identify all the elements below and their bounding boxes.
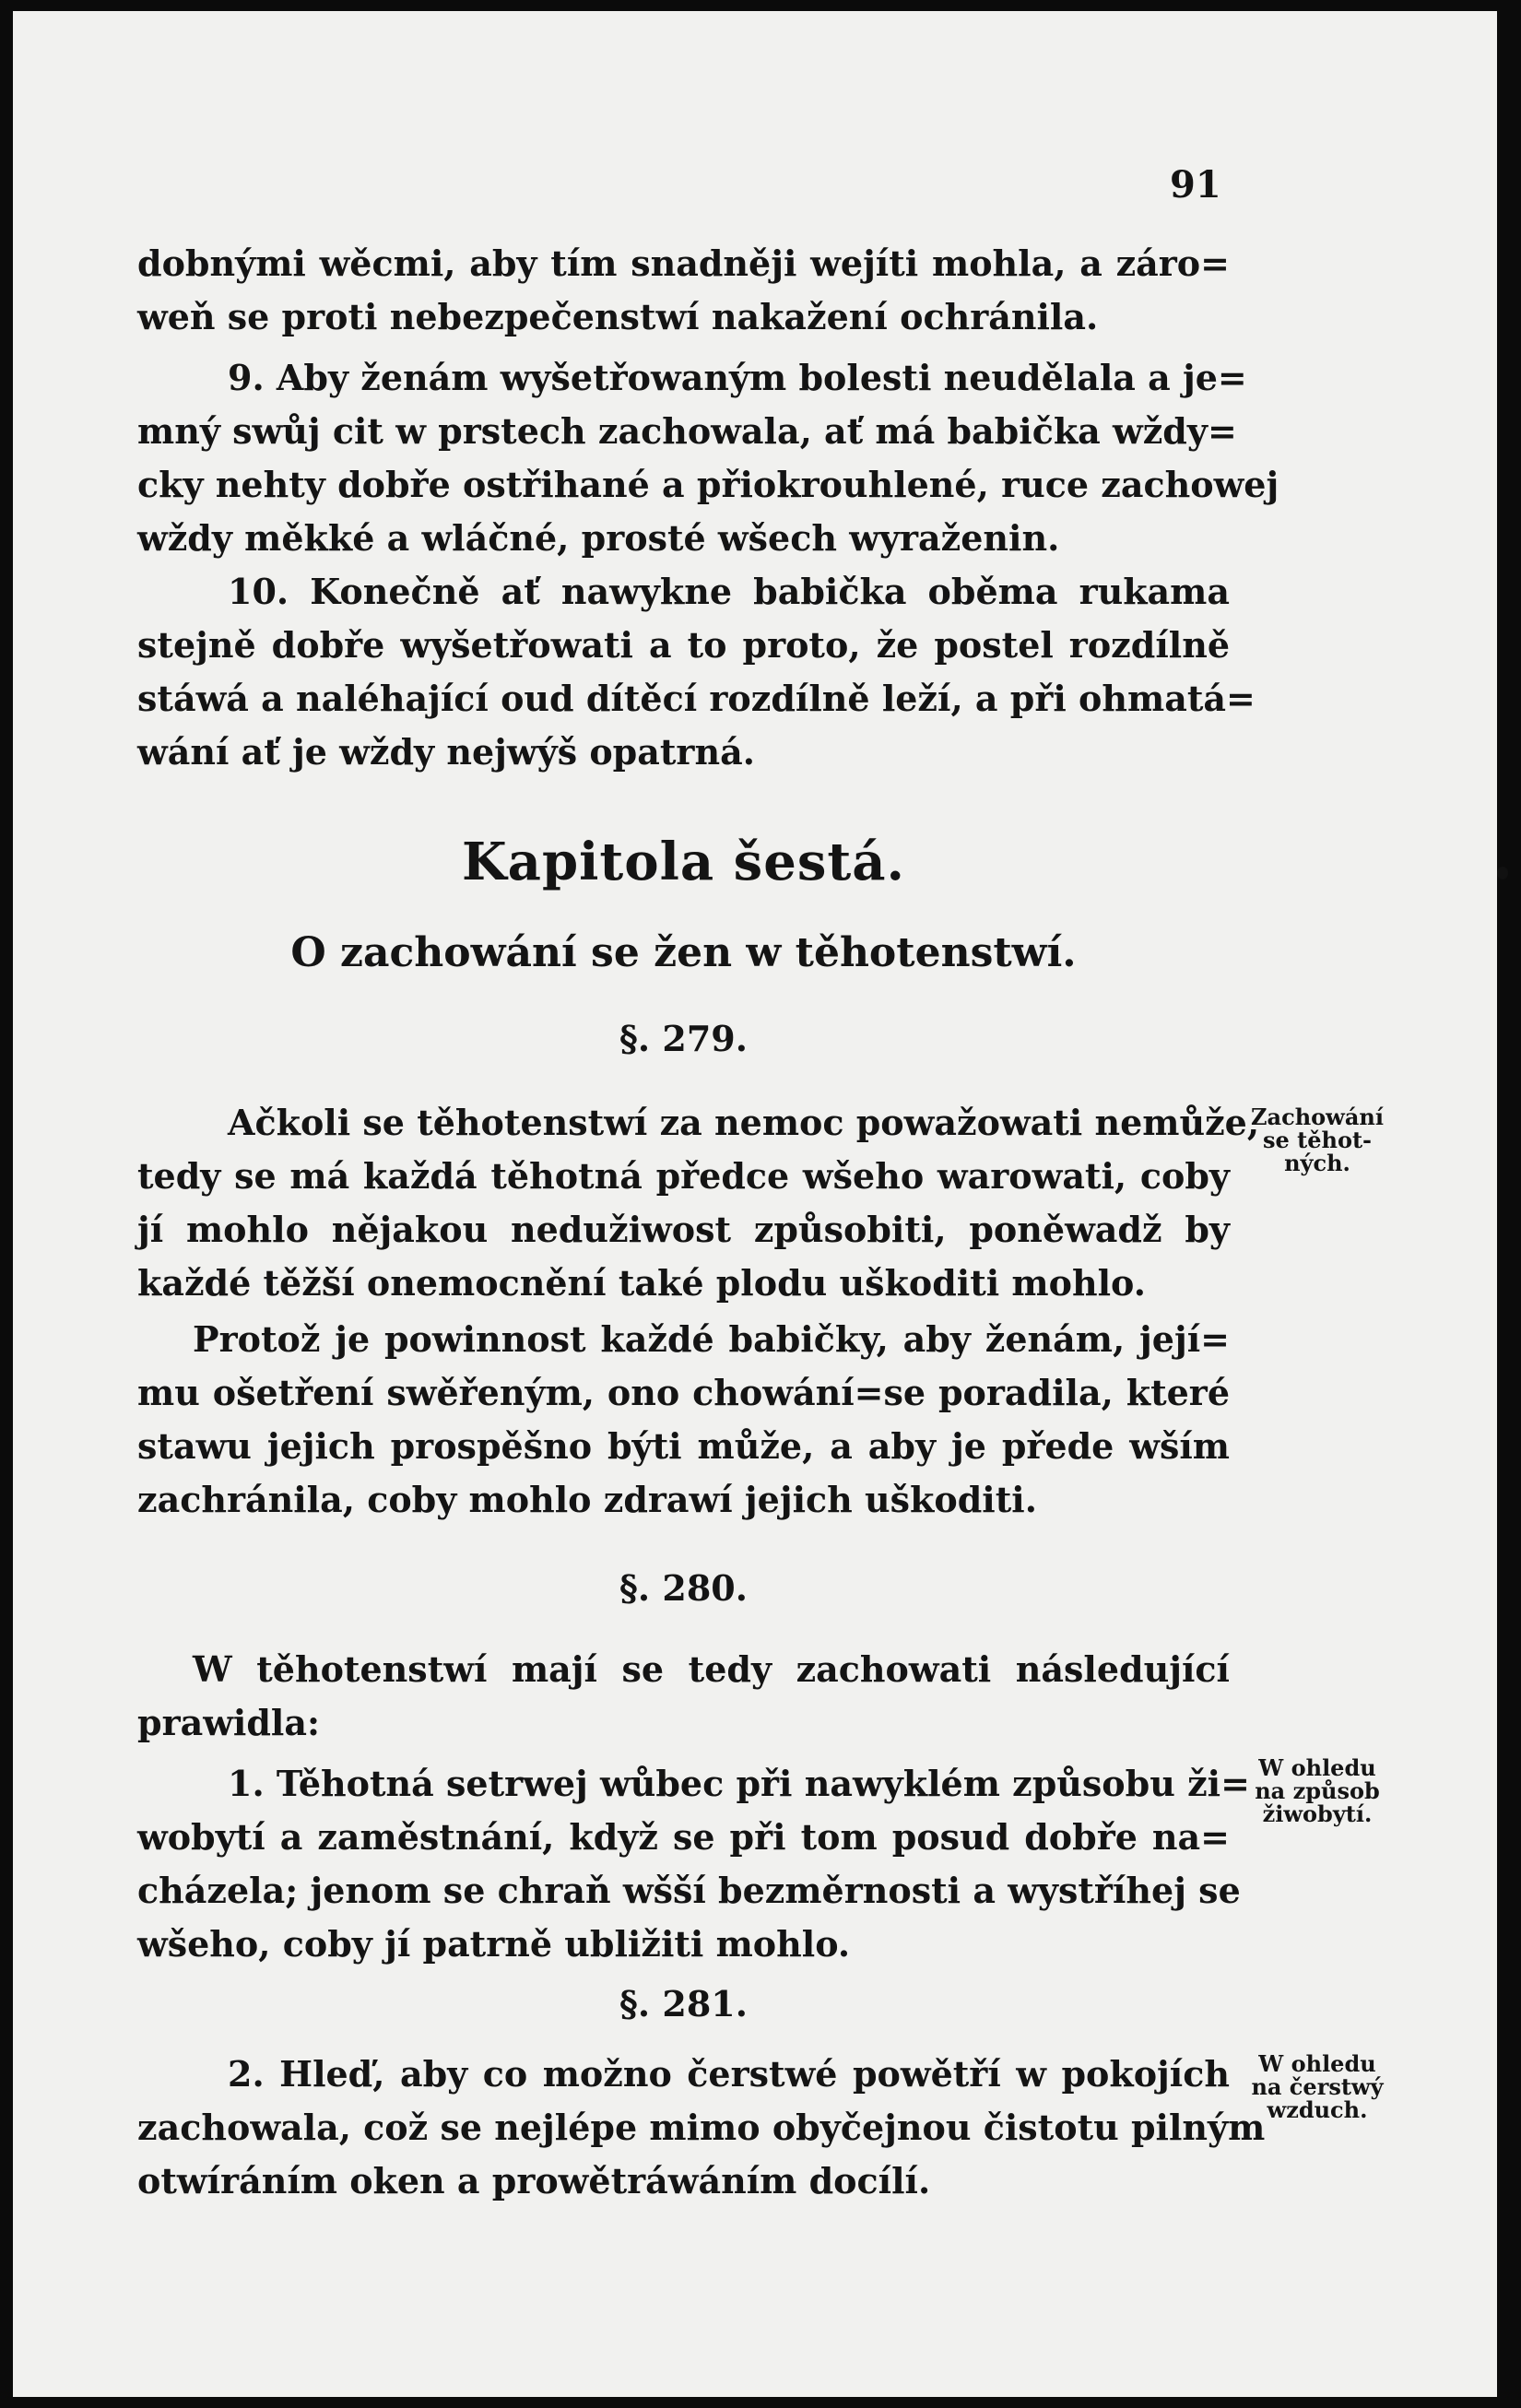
edge-mark — [1497, 867, 1508, 879]
text-line: 10. Konečně ať nawykne babička oběma rukama — [228, 571, 1230, 612]
section-heading: §. 281. — [619, 1983, 748, 2024]
chapter-title: Kapitola šestá. — [462, 832, 905, 892]
text-line: cházela; jenom se chraň wšší bezměrnosti a wystříhej se — [137, 1870, 1241, 1911]
margin-note-line: žiwobytí. — [1262, 1800, 1373, 1827]
text-line: 1. Těhotná setrwej wůbec při nawyklém způsobu ži= — [228, 1763, 1250, 1804]
text-line: Protož je powinnost každé babičky, aby ženám, její= — [193, 1318, 1230, 1360]
margin-note-line: W ohledu — [1258, 2050, 1376, 2077]
text-line: wždy měkké a wláčné, prosté wšech wyraženin. — [137, 517, 1060, 559]
text-line: prawidla: — [137, 1702, 321, 1743]
text-line: wobytí a zaměstnání, když se při tom posud dobře na= — [137, 1816, 1230, 1858]
margin-note-line: na čerstwý — [1251, 2073, 1384, 2100]
text-line: 9. Aby ženám wyšetřowaným bolesti neudělala a je= — [228, 357, 1247, 398]
text-line: otwíráním oken a prowětráwáním docílí. — [137, 2160, 931, 2201]
text-line: dobnými wěcmi, aby tím snadněji wejíti mohla, a záro= — [137, 242, 1230, 284]
chapter-subtitle: O zachowání se žen w těhotenstwí. — [290, 929, 1077, 976]
text-line: 2. Hleď, aby co možno čerstwé powětří w pokojích — [228, 2053, 1230, 2095]
page-number: 91 — [1170, 163, 1221, 207]
text-line: W těhotenstwí mají se tedy zachowati následující — [193, 1648, 1230, 1690]
text-line: mný swůj cit w prstech zachowala, ať má babička wždy= — [137, 410, 1237, 452]
text-line: Ačkoli se těhotenstwí za nemoc powažowati nemůže, — [228, 1102, 1260, 1143]
margin-note — [1234, 2052, 1400, 2121]
margin-note — [1234, 1756, 1400, 1825]
margin-note — [1234, 1105, 1400, 1174]
margin-note-line: se těhot- — [1263, 1127, 1372, 1153]
section-heading: §. 279. — [619, 1018, 748, 1059]
text-line: zachránila, coby mohlo zdrawí jejich uškoditi. — [137, 1479, 1037, 1520]
text-line: wšeho, coby jí patrně ubližiti mohlo. — [137, 1923, 851, 1965]
text-line: stáwá a naléhající oud dítěcí rozdílně leží, a při ohmatá= — [137, 678, 1256, 719]
margin-note-line: Zachowání — [1251, 1104, 1384, 1130]
text-line: stejně dobře wyšetřowati a to proto, že postel rozdílně — [137, 624, 1230, 666]
book-page — [13, 11, 1497, 2397]
margin-note-line: ných. — [1284, 1150, 1350, 1176]
section-heading: §. 280. — [619, 1567, 748, 1609]
text-line: mu ošetření swěřeným, ono chowání=se poradila, které — [137, 1372, 1230, 1413]
text-line: tedy se má každá těhotná předce wšeho warowati, coby — [137, 1155, 1230, 1197]
text-line: jí mohlo nějakou nedužiwost způsobiti, poněwadž by — [137, 1209, 1230, 1250]
margin-note-line: W ohledu — [1258, 1754, 1376, 1781]
margin-note-line: wzduch. — [1267, 2096, 1368, 2123]
text-line: wání ať je wždy nejwýš opatrná. — [137, 731, 755, 773]
text-line: weň se proti nebezpečenstwí nakažení ochránila. — [137, 296, 1099, 337]
text-line: stawu jejich prospěšno býti může, a aby je přede wším — [137, 1425, 1230, 1467]
text-line: zachowala, což se nejlépe mimo obyčejnou čistotu pilným — [137, 2107, 1266, 2148]
text-line: každé těžší onemocnění také plodu uškoditi mohlo. — [137, 1262, 1146, 1304]
text-line: cky nehty dobře ostřihané a přiokrouhlené, ruce zachowej — [137, 464, 1279, 505]
margin-note-line: na způsob — [1255, 1777, 1380, 1804]
